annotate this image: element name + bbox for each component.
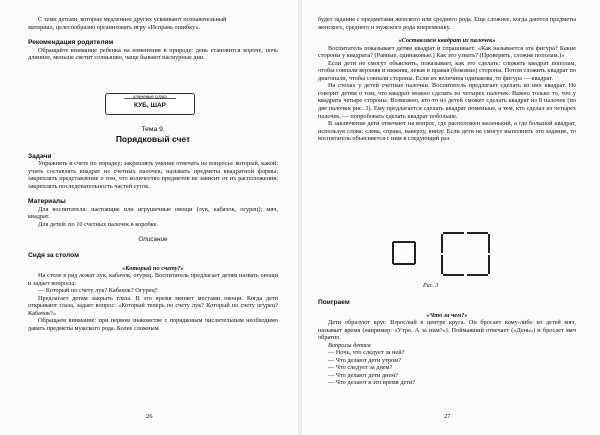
theme-number: Тема 9. [141, 126, 165, 133]
materials-children: Для детей: по 10 счетных палочек в коробке. [38, 220, 158, 228]
stick [488, 255, 490, 274]
page-number-left: 26 [146, 413, 153, 421]
question-4: — Что делают дети днем? [328, 371, 399, 379]
right-top-paragraph: будет задание с предметами женского или среднего рода. Еще сложнее, когда даются предметы женского, среднего и мужского рода вперемешку. [318, 16, 576, 31]
keywords-text: КУБ, ШАР [133, 102, 167, 109]
keywords-caption: ключевые слова [133, 94, 167, 99]
tasks-heading: Задачи [28, 152, 52, 160]
question-3: — Что следует за днем? [328, 364, 393, 372]
game-paragraph-1: На столе в ряд лежат лук, кабачок, огурец. Воспитатель предлагает детям назвать овощи и задает вопросы: [28, 272, 278, 287]
question-2: — Что делают дети утром? [328, 356, 401, 364]
intro-line-1: С теми детьми, которые медленнее других усваивают познавательный [38, 16, 227, 23]
stick [392, 242, 394, 264]
game-paragraph-3: Обращаем внимание: при первом знакомстве с порядковым числительным необходимо давать предметы мужского рода. Более сложным [28, 317, 278, 332]
theme-title: Порядковый счет [115, 133, 191, 144]
play-heading: Поиграем [318, 299, 350, 306]
recommendation-heading: Рекомендация родителям [28, 39, 114, 47]
description-label: Описание [138, 236, 168, 244]
game-title: «Который по счету?» [122, 264, 184, 272]
intro-line-2: материал, целесообразно организовать игру «Исправь ошибку». [28, 23, 201, 31]
sitting-heading: Сидя за столом [28, 252, 79, 260]
stick [441, 234, 443, 253]
stick [393, 241, 415, 243]
stick [467, 232, 488, 234]
recommendation-text: Обращайте внимание ребенка на изменения в природе: день становится короче, ночь длиннее, меньше светит солнышко, чаще бывают пасмурные дни. [28, 46, 278, 62]
square-paragraph-4: В заключение дети отвечают на вопрос, где расположен маленький, а где большой квадрат, используя слова: слева, справа, наверху, внизу. Если дети не смогут выполнить это задание, то воспитатель объясняется с ним в следующий раз. [318, 120, 576, 143]
question-5: — Что делают в это время дети? [328, 379, 416, 387]
right-column-lower [318, 294, 576, 387]
stick [393, 263, 415, 265]
stick [443, 274, 464, 276]
stick [441, 255, 443, 274]
play-game-title: «Что за чем?» [426, 311, 468, 319]
game-question-1: — Который по счету лук? Кабачок? Огурец? [38, 287, 158, 295]
materials-heading: Материалы [28, 198, 66, 206]
question-1: — Ночь, что следует за ней? [328, 349, 405, 357]
right-column [318, 16, 576, 143]
square-paragraph-1: Воспитатель показывает детям квадрат и спрашивает: «Как называется эта фигура? Какие стороны у квадрата? (Равные, одинаковые.) Как это узнать? (Проверить, сложив пополам.)» [318, 44, 576, 60]
square-paragraph-2: Если дети не смогут объяснить, показывает, как это сделать: сложить квадрат пополам, чтобы совпали верхняя и нижняя, левая и правая (боковые) стороны. Потом сложить квадрат по диагонали, чтобы совпали стороны. Если их величина одинакова, то фигура — квадрат. [318, 59, 576, 82]
stick [467, 274, 488, 276]
figure-caption: Рис. 3 [423, 283, 439, 289]
page-number-right: 27 [444, 413, 451, 421]
questions-label: Вопросы детям [328, 341, 371, 349]
square-paragraph-3: На столах у детей счетные палочки. Воспитатель предлагает сделать из них квадрат. Не говорит детям о том, что квадрат можно сделать из четырех палочек. Важно только то, что у квадрата четыре стороны. Возможно, кто-то из детей сможет сделать квадрат из 8 палочек (по две палочки рис. 3). Ему предлагается сделать квадрат поменьше, а тем, кто сделал из четырех палочек, — попробовать сделать квадрат побольше. [318, 82, 576, 120]
stick [488, 234, 490, 253]
materials-teacher: Для воспитателя: настоящие или игрушечные овощи (лук, кабачок, огурец); мяч, квадрат. [28, 205, 278, 221]
game-paragraph-2: Предлагает детям закрыть глаза. В это время меняет местами овощи. Когда дети открывают глаза, задает вопрос: «Который теперь по счету лук? Который по счету огурец? Кабачок?» [28, 294, 278, 317]
stick [414, 242, 416, 264]
play-paragraph-1: Дети образуют круг. Взрослый в центре круга. Он бросает кому-либо из детей мяч, называет время (например: «Утро. А за ним?»). Поймавший отвечает («День») и бросает мяч обратно. [318, 319, 576, 342]
square-game-title: «Составляем квадрат из палочек» [398, 37, 496, 45]
tasks-text: Упражнять в счете по порядку; закреплять умение отвечать на вопросы: который, какой; учить составлять квадрат из счетных палочек; называть предметы квадратной формы; закреплять представление о том, что количество предметов не зависит от их расположения; закреплять последовательность частей суток. [28, 160, 278, 190]
stick [443, 232, 464, 234]
